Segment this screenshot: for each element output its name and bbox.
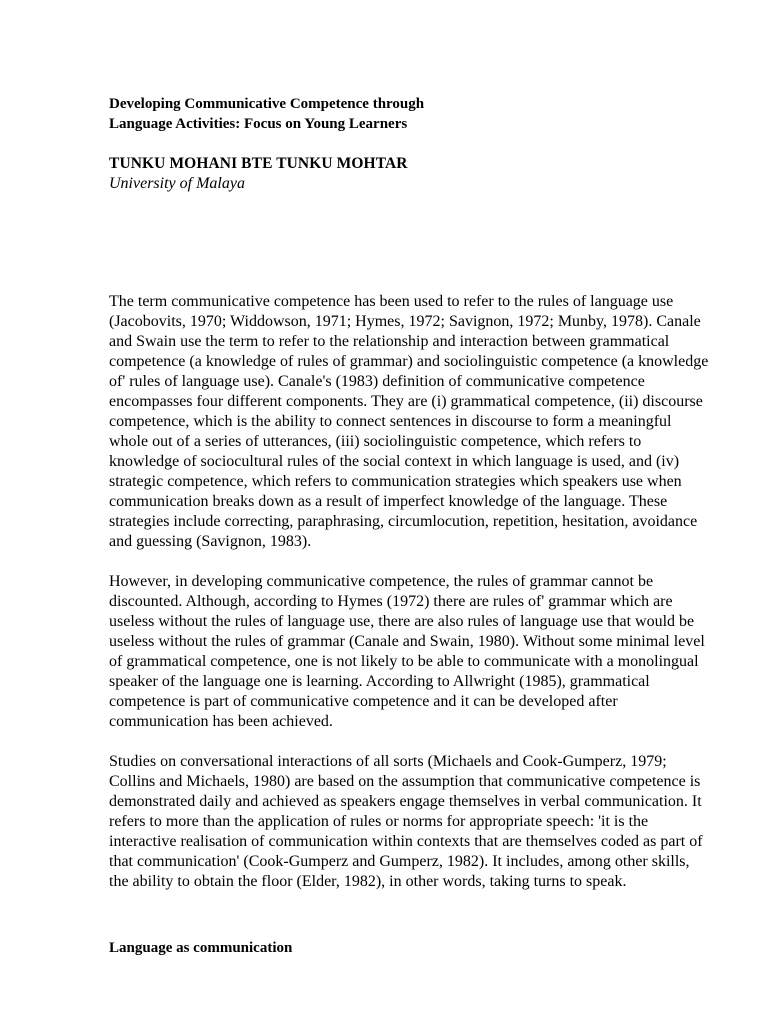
paper-title [109,94,709,134]
author-name: TUNKU MOHANI BTE TUNKU MOHTAR [109,155,408,172]
document-page [109,94,709,958]
section-heading: Language as communication [109,940,293,956]
body-paragraph-3: Studies on conversational interactions of all sorts (Michaels and Cook-Gumperz, 1979; Collins and Michaels, 1980) are based on the assumption that communicative competence is demonstrated daily and achieved as speakers engage themselves in verbal communication. It refers to more than the application of rules or norms for appropriate speech: 'it is the interactive realisation of communication within contexts that are themselves coded as part of that communication' (Cook-Gumperz and Gumperz, 1982). It includes, among other skills, the ability to obtain the floor (Elder, 1982), in other words, taking turns to speak. [109,753,703,890]
body-paragraph-2: However, in developing communicative competence, the rules of grammar cannot be discounted. Although, according to Hymes (1972) there are rules of' grammar which are useless without the rules of language use, there are also rules of language use that would be useless without the rules of grammar (Canale and Swain, 1980). Without some minimal level of grammatical competence, one is not likely to be able to communicate with a monolingual speaker of the language one is learning. According to Allwright (1985), grammatical competence is part of communicative competence and it can be developed after communication has been achieved. [109,573,705,730]
paper-title-line-2: Language Activities: Focus on Young Learners [109,116,408,132]
author-affiliation: University of Malaya [109,175,245,192]
body-paragraph-1: The term communicative competence has been used to refer to the rules of language use (Jacobovits, 1970; Widdowson, 1971; Hymes, 1972; Savignon, 1972; Munby, 1978). Canale and Swain use the term to refer to the relationship and interaction between grammatical competence (a knowledge of rules of grammar) and sociolinguistic competence (a knowledge of' rules of language use). Canale's (1983) definition of communicative competence encompasses four different components. They are (i) grammatical competence, (ii) discourse competence, which is the ability to connect sentences in discourse to form a meaningful whole out of a series of utterances, (iii) sociolinguistic competence, which refers to knowledge of sociocultural rules of the social context in which language is used, and (iv) strategic competence, which refers to communication strategies which speakers use when communication breaks down as a result of imperfect knowledge of the language. These strategies include correcting, paraphrasing, circumlocution, repetition, hesitation, avoidance and guessing (Savignon, 1983). [109,293,709,550]
paper-title-line-1: Developing Communicative Competence through [109,96,425,112]
